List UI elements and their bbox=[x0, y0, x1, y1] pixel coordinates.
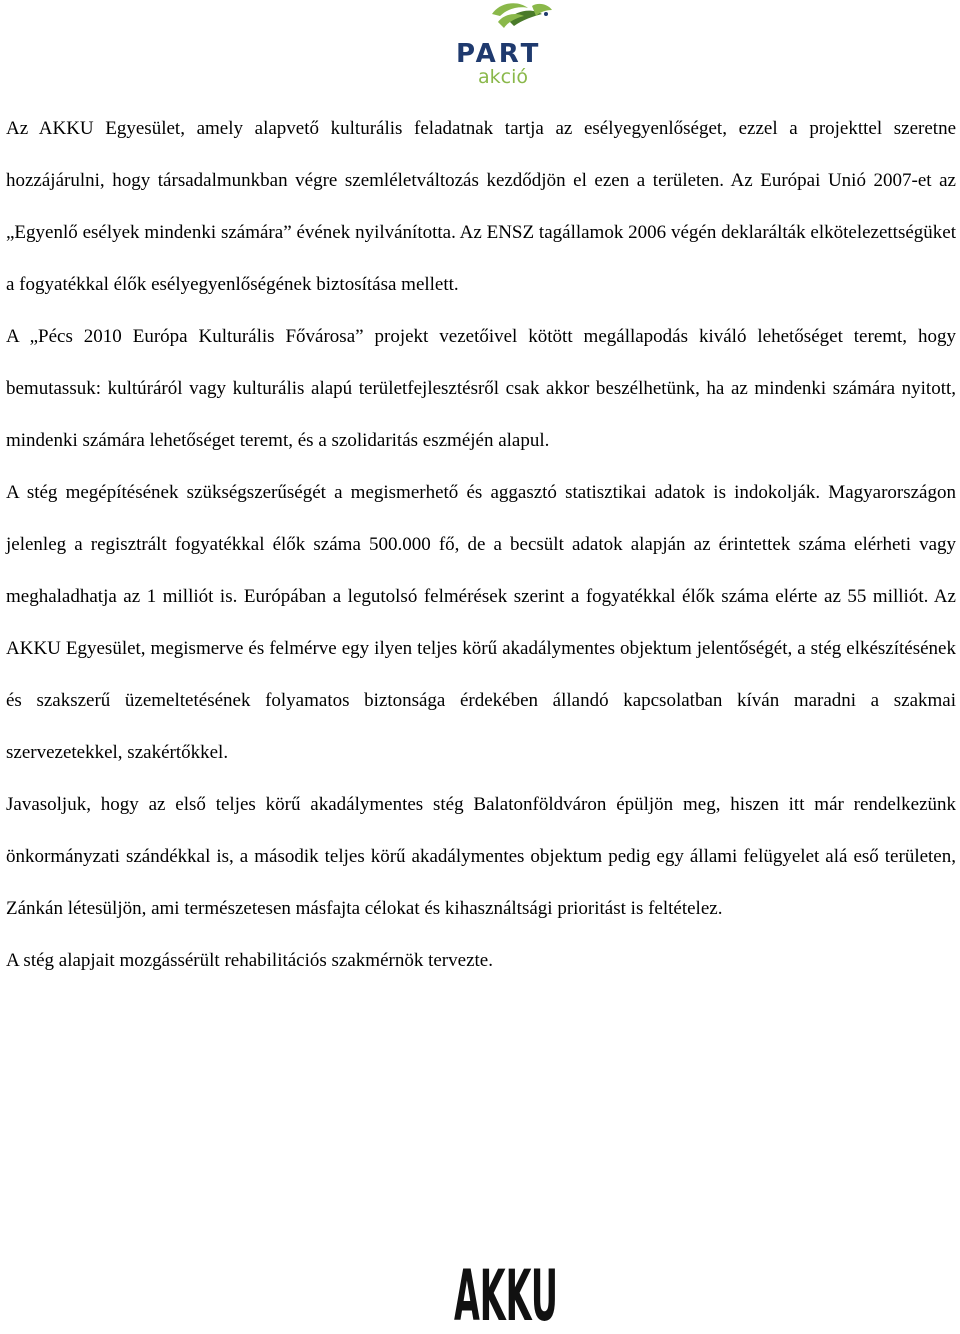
akku-logo-graphic bbox=[448, 1208, 566, 1332]
paragraph-statistics: A stég megépítésének szükségszerűségét a megismerhető és aggasztó statisztikai adatok is indokolják. Magyarországon jelenleg a regisztrált fogyatékkal élők száma 500.000 fő, de a becsült adatok alapján az érintettek száma elérheti vagy meghaladhatja az 1 milliót is. Európában a legutolsó felmérések szerint a fogyatékkal élők száma elérte az 55 milliót. Az AKKU Egyesület, megismerve és felmérve egy ilyen teljes körű akadálymentes objektum jelentőségét, a stég elkészítésének és szakszerű üzemeltetésének folyamatos biztonsága érdekében állandó kapcsolatban kíván maradni a szakmai szervezetekkel, szakértőkkel. bbox=[6, 482, 956, 763]
part-akcio-logo bbox=[448, 0, 568, 90]
part-wordmark: PART bbox=[456, 39, 542, 69]
leaf-emblem-icon bbox=[492, 3, 552, 28]
paragraph-design: A stég alapjait mozgássérült rehabilitációs szakmérnök tervezte. bbox=[6, 950, 493, 971]
akku-logo bbox=[448, 1208, 566, 1332]
akku-wordmark: AKKU bbox=[454, 1255, 558, 1334]
paragraph-intro: Az AKKU Egyesület, amely alapvető kulturális feladatnak tartja az esélyegyenlőséget, ezzel a projekttel szeretne hozzájárulni, hogy társadalmunkban végre szemléletváltozás kezdődjön el ezen a területen. Az Európai Unió 2007-et az „Egyenlő esélyek mindenki számára” évének nyilvánította. Az ENSZ tagállamok 2006 végén deklarálták elkötelezettségüket a fogyatékkal élők esélyegyenlőségének biztosítása mellett. bbox=[6, 118, 956, 295]
paragraph-pecs-2010: A „Pécs 2010 Európa Kulturális Fővárosa” projekt vezetőivel kötött megállapodás kiváló lehetőséget teremt, hogy bemutassuk: kultúráról vagy kulturális alapú területfejlesztésről csak akkor beszélhetünk, ha az mindenki számára nyitott, mindenki számára lehetőséget teremt, és a szolidaritás eszméjén alapul. bbox=[6, 326, 956, 451]
document-body bbox=[6, 103, 956, 987]
paragraph-proposal: Javasoljuk, hogy az első teljes körű akadálymentes stég Balatonföldváron épüljön meg, hiszen itt már rendelkezünk önkormányzati szándékkal is, a második teljes körű akadálymentes objektum pedig egy állami felügyelet alá eső területen, Zánkán létesüljön, ami természetesen másfajta célokat és kihasználtsági prioritást is feltételez. bbox=[6, 794, 956, 919]
part-akcio-logo-graphic bbox=[448, 0, 568, 90]
akcio-subtitle: akció bbox=[478, 66, 528, 88]
